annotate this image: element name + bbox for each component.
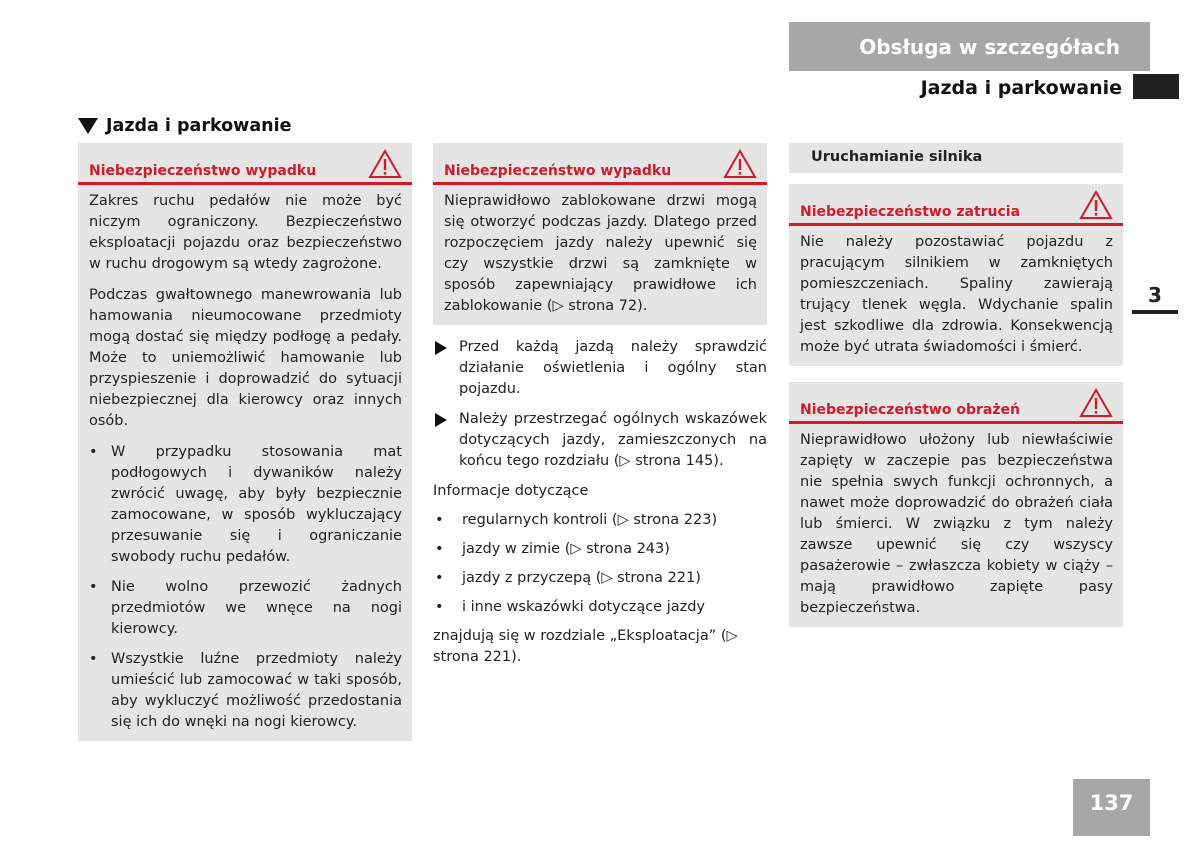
list-item-text: regularnych kontroli (▷ strona 223) [462, 512, 718, 528]
list-item [433, 597, 767, 618]
warning-triangle-icon [368, 149, 402, 179]
left-column [78, 143, 412, 741]
right-column [789, 143, 1123, 627]
list-item [89, 577, 402, 640]
warning-header [789, 382, 1123, 424]
action-item [433, 409, 767, 472]
bullet-icon: • [435, 541, 444, 557]
chapter-header [789, 22, 1150, 71]
list-item-text: i inne wskazówki dotyczące jazdy [462, 599, 706, 615]
bullet-icon: • [435, 512, 444, 528]
warning-paragraph: Nie należy pozostawiać pojazdu z pracującym silnikiem w zamkniętych pomieszczeniach. Spaliny zawierają trujący tlenek węgla. Wdychanie spalin jest szkodliwe dla zdrowia. Konsekwencją może być utrata świadomości i śmierć. [800, 234, 1113, 355]
warning-box-injury [789, 382, 1123, 627]
action-item [433, 337, 767, 400]
warning-body [433, 185, 767, 317]
heading-triangle-icon [78, 118, 98, 134]
warning-title: Niebezpieczeństwo wypadku [444, 163, 672, 179]
warning-box-accident-doors [433, 143, 767, 325]
warning-body [789, 424, 1123, 619]
bullet-icon: • [435, 599, 444, 615]
list-item-text: Wszystkie luźne przedmioty należy umieścić lub zamocować w taki sposób, aby wykluczyć możliwość przedostania się ich do wnęki na nogi kierowcy. [111, 651, 402, 730]
section-marker [1133, 74, 1179, 99]
warning-triangle-icon [1079, 190, 1113, 220]
info-outro: znajdują się w rozdziale „Eksploatacja” (▷ strona 221). [433, 628, 738, 665]
warning-box-poisoning [789, 184, 1123, 366]
bullet-icon: • [89, 444, 98, 460]
main-heading-text: Jazda i parkowanie [106, 116, 292, 136]
section-title: Jazda i parkowanie [920, 77, 1122, 99]
chapter-title: Obsługa w szczegółach [859, 34, 1120, 59]
warning-body [78, 185, 412, 733]
warning-body [789, 226, 1123, 358]
action-item-text: Przed każdą jazdą należy sprawdzić działanie oświetlenia i ogólny stan pojazdu. [459, 339, 767, 397]
main-heading [78, 116, 292, 136]
subheading: Uruchamianie silnika [789, 143, 1123, 173]
warning-paragraph: Nieprawidłowo ułożony lub niewłaściwie zapięty w zaczepie pas bezpieczeństwa nie spełnia swych funkcji ochronnych, a nawet może doprowadzić do obrażeń ciała lub śmierci. W związku z tym należy zawsze upewnić się czy wszyscy pasażerowie – zwłaszcza kobiety w ciąży – mają prawidłowo zapięte pasy bezpieczeństwa. [800, 432, 1113, 616]
warning-paragraph: Zakres ruchu pedałów nie może być niczym ograniczony. Bezpieczeństwo eksploatacji pojazdu oraz bezpieczeństwo w ruchu drogowym są wtedy zagrożone. [89, 193, 402, 272]
warning-box-accident-pedals [78, 143, 412, 741]
warning-header [789, 184, 1123, 226]
list-item [89, 649, 402, 733]
warning-paragraph: Podczas gwałtownego manewrowania lub hamowania nieumocowane przedmioty mogą dostać się między podłogę a pedały. Może to uniemożliwić hamowanie lub przyspieszenie i doprowadzić do sytuacji niebezpiecznej dla kierowcy oraz innych osób. [89, 287, 402, 429]
list-item [433, 539, 767, 560]
warning-title: Niebezpieczeństwo wypadku [89, 163, 317, 179]
warning-header [433, 143, 767, 185]
chapter-number-tab: 3 [1132, 283, 1178, 314]
info-intro: Informacje dotyczące [433, 483, 589, 499]
list-item-text: jazdy w zimie (▷ strona 243) [462, 541, 670, 557]
list-item [433, 568, 767, 589]
action-arrow-icon [435, 413, 447, 427]
bullet-icon: • [89, 651, 98, 667]
list-item-text: jazdy z przyczepą (▷ strona 221) [462, 570, 701, 586]
list-item-text: Nie wolno przewozić żadnych przedmiotów we wnęce na nogi kierowcy. [111, 579, 402, 637]
warning-paragraph: Nieprawidłowo zablokowane drzwi mogą się otworzyć podczas jazdy. Dlatego przed rozpoczęciem jazdy należy upewnić się czy wszystkie drzwi są zamknięte w sposób zapewniający prawidłowe ich zablokowanie (▷ strona 72). [444, 193, 757, 314]
middle-column [433, 143, 767, 676]
page-number: 137 [1073, 779, 1150, 836]
warning-title: Niebezpieczeństwo zatrucia [800, 204, 1021, 220]
action-item-text: Należy przestrzegać ogólnych wskazówek dotyczących jazdy, zamieszczonych na końcu tego rozdziału (▷ strona 145). [459, 411, 767, 469]
warning-triangle-icon [1079, 388, 1113, 418]
warning-triangle-icon [723, 149, 757, 179]
list-item-text: W przypadku stosowania mat podłogowych i dywaników należy zwrócić uwagę, aby były bezpiecznie zamocowane, w sposób wykluczający przesuwanie się i ograniczanie swobody ruchu pedałów. [111, 444, 402, 565]
warning-title: Niebezpieczeństwo obrażeń [800, 402, 1020, 418]
bullet-icon: • [435, 570, 444, 586]
list-item [433, 510, 767, 531]
warning-header [78, 143, 412, 185]
bullet-icon: • [89, 579, 98, 595]
action-arrow-icon [435, 341, 447, 355]
list-item [89, 442, 402, 568]
